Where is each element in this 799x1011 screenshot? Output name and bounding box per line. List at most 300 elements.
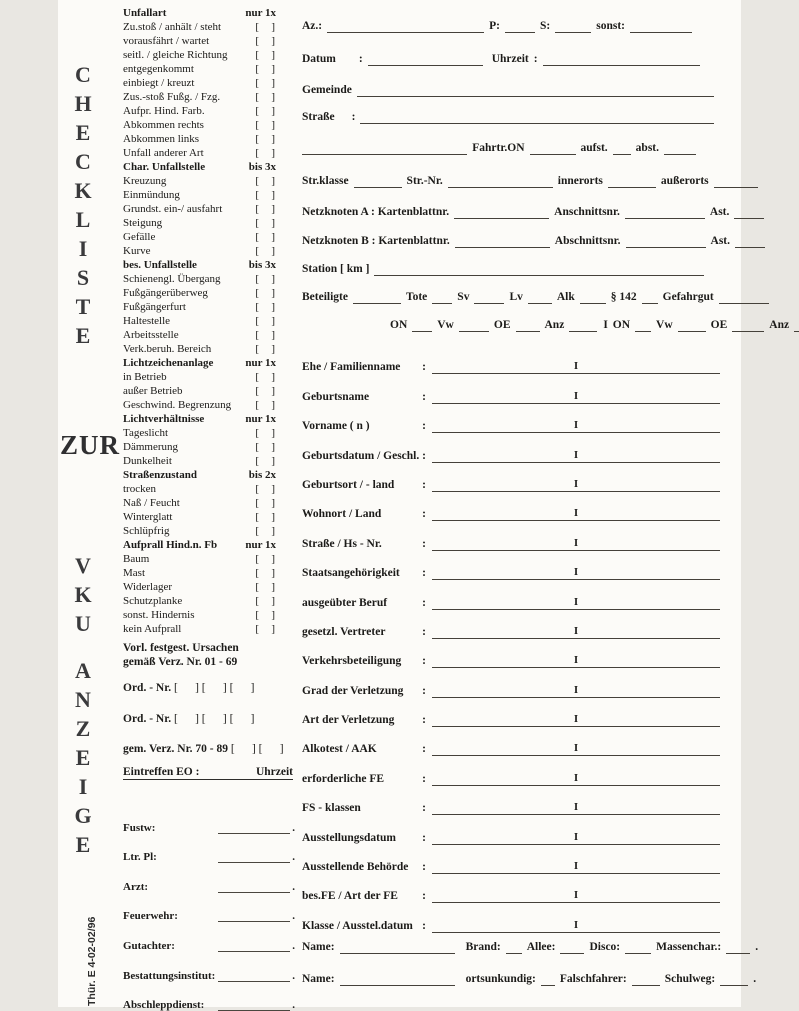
- checklist-item: [123, 174, 276, 188]
- vku-accident-checklist-form: [58, 0, 790, 1011]
- colon: :: [422, 684, 426, 697]
- checklist-section: [123, 356, 276, 412]
- line-end-dot: .: [292, 969, 295, 982]
- massenchar-label: Massenchar.:: [656, 941, 722, 953]
- column-separator: I: [573, 918, 579, 931]
- person-field-input-line[interactable]: [432, 654, 720, 668]
- checkbox[interactable]: [ ]: [255, 77, 276, 89]
- on-vw-oe-anz-row: [390, 319, 790, 332]
- person-field-label: Geburtsname: [302, 390, 370, 403]
- ausserorts-input-line[interactable]: [714, 175, 758, 188]
- checklist-item: [123, 608, 276, 622]
- str-nr-input-line[interactable]: [448, 175, 553, 188]
- colon: :: [422, 508, 426, 521]
- person-field-label: Grad der Verletzung: [302, 684, 404, 697]
- checklist-item: [123, 454, 276, 468]
- checkbox[interactable]: [ ]: [255, 147, 276, 159]
- checklist-item: [123, 272, 276, 286]
- checkbox[interactable]: [ ]: [255, 21, 276, 33]
- alk-input-line[interactable]: [580, 291, 606, 304]
- abschnittsnr-label: Abschnittsnr.: [554, 235, 621, 247]
- section-title: Aufprall Hind.n. Fb: [123, 539, 218, 551]
- person-field-input-line[interactable]: [432, 507, 720, 521]
- colon: :: [422, 919, 426, 932]
- checkbox[interactable]: [ ]: [255, 609, 276, 621]
- person-field-row: [302, 610, 720, 639]
- column-separator: I: [573, 860, 579, 873]
- s-input-line[interactable]: [555, 20, 591, 33]
- colon: :: [422, 420, 426, 433]
- title-letter: C: [75, 149, 91, 174]
- vertical-title-zur: ZUR: [60, 430, 121, 460]
- colon: :: [422, 655, 426, 668]
- checklist-item-label: Fußgängerüberweg: [123, 287, 208, 299]
- service-input-line[interactable]: [218, 821, 290, 834]
- colon: :: [422, 831, 426, 844]
- station-row: [302, 263, 704, 276]
- person-field-row: [302, 815, 720, 844]
- service-row: [123, 834, 295, 864]
- service-label: Feuerwehr:: [123, 910, 178, 923]
- checklist-item-label: Schienengl. Übergang: [123, 273, 221, 285]
- checkbox[interactable]: [ ]: [255, 483, 276, 495]
- alk-label: Alk: [556, 291, 575, 303]
- checklist-section: [123, 468, 276, 538]
- checkbox[interactable]: [ ]: [255, 203, 276, 215]
- checkbox[interactable]: [ ]: [255, 287, 276, 299]
- title-letter: H: [74, 91, 92, 116]
- form-code-stamp: Thür. E 4-02-02/96: [86, 916, 98, 1006]
- checklist-item: [123, 62, 276, 76]
- schulweg-input-line[interactable]: [720, 973, 748, 986]
- kartenblattnr-b-input-line[interactable]: [455, 235, 550, 248]
- beteiligte-input-line[interactable]: [353, 291, 401, 304]
- ast-label: Ast.: [709, 206, 730, 218]
- checklist-item-label: Zu.stoß / anhält / steht: [123, 21, 222, 33]
- datum-input-line[interactable]: [368, 53, 483, 66]
- person-field-label: ausgeübter Beruf: [302, 596, 388, 609]
- checkbox[interactable]: [ ]: [255, 49, 276, 61]
- person-field-input-line[interactable]: [432, 360, 720, 374]
- ausserorts-label: außerorts: [660, 175, 709, 187]
- person-field-input-line[interactable]: [432, 889, 720, 903]
- gemeinde-input-line[interactable]: [357, 84, 714, 97]
- s-label: S:: [540, 20, 551, 32]
- person-field-input-line[interactable]: [432, 625, 720, 639]
- checklist-item: [123, 594, 276, 608]
- colon: :: [422, 890, 426, 903]
- column-separator: I: [573, 801, 579, 814]
- person-field-input-line[interactable]: [432, 831, 720, 845]
- lv-input-line[interactable]: [528, 291, 552, 304]
- checklist-item: [123, 328, 276, 342]
- checkbox[interactable]: [ ]: [255, 455, 276, 467]
- checklist-item: [123, 580, 276, 594]
- service-input-line[interactable]: [218, 850, 290, 863]
- fahrtr-on-input-line[interactable]: [530, 142, 576, 155]
- checklist-section: [123, 6, 276, 160]
- person-field-input-line[interactable]: [432, 772, 720, 786]
- person-field-label: Vorname ( n ): [302, 420, 370, 433]
- falschfahrer-input-line[interactable]: [632, 973, 660, 986]
- colon: :: [422, 772, 426, 785]
- colon: :: [422, 596, 426, 609]
- name-input-line-1[interactable]: [340, 941, 455, 954]
- allee-input-line[interactable]: [560, 941, 584, 954]
- name-label: Name:: [302, 941, 335, 953]
- checkbox[interactable]: [ ]: [255, 371, 276, 383]
- sv-input-line[interactable]: [474, 291, 504, 304]
- column-separator: I: [573, 742, 579, 755]
- checklist-item-label: Aufpr. Hind. Farb.: [123, 105, 205, 117]
- checklist-item-label: Kurve: [123, 245, 151, 257]
- person-field-input-line[interactable]: [432, 919, 720, 933]
- abst-input-line[interactable]: [664, 142, 696, 155]
- vw-input-line-1[interactable]: [459, 319, 489, 332]
- person-field-input-line[interactable]: [432, 596, 720, 610]
- person-field-input-line[interactable]: [432, 860, 720, 874]
- tote-input-line[interactable]: [432, 291, 452, 304]
- checkbox[interactable]: [ ]: [255, 35, 276, 47]
- checklist-section-header: [123, 6, 276, 20]
- person-field-input-line[interactable]: [432, 713, 720, 727]
- checkbox[interactable]: [ ]: [255, 497, 276, 509]
- station-label: Station [ km ]: [302, 263, 370, 275]
- anz-input-line-2[interactable]: [794, 319, 799, 332]
- title-letter: E: [75, 745, 91, 770]
- tote-label: Tote: [405, 291, 428, 303]
- person-field-input-line[interactable]: [432, 742, 720, 756]
- checklist-item: [123, 230, 276, 244]
- checklist-item-label: Mast: [123, 567, 145, 579]
- disco-input-line[interactable]: [625, 941, 651, 954]
- title-letter: A: [75, 658, 91, 683]
- checklist-item-label: Abkommen links: [123, 133, 200, 145]
- anz-input-line-1[interactable]: [569, 319, 597, 332]
- checkbox[interactable]: [ ]: [255, 427, 276, 439]
- abst-label: abst.: [635, 142, 659, 154]
- column-separator: I: [573, 624, 579, 637]
- person-field-row: [302, 756, 720, 785]
- checklist-item: [123, 118, 276, 132]
- section-limit: bis 3x: [248, 259, 276, 271]
- service-label: Arzt:: [123, 880, 149, 893]
- checklist-item-label: Steigung: [123, 217, 163, 229]
- brand-label: Brand:: [465, 941, 501, 953]
- checkbox[interactable]: [ ]: [255, 63, 276, 75]
- preliminary-causes-block: [123, 641, 308, 755]
- massenchar-input-line[interactable]: [726, 941, 750, 954]
- checklist-section-header: [123, 160, 276, 174]
- checkbox[interactable]: [ ]: [255, 133, 276, 145]
- service-input-line[interactable]: [218, 880, 290, 893]
- checklist-item: [123, 566, 276, 580]
- lv-label: Lv: [509, 291, 523, 303]
- title-letter: T: [75, 294, 91, 319]
- service-input-line[interactable]: [218, 998, 290, 1011]
- service-row: [123, 922, 295, 952]
- checklist-item: [123, 300, 276, 314]
- person-field-label: Staatsangehörigkeit: [302, 567, 400, 580]
- person-field-input-line[interactable]: [432, 801, 720, 815]
- person-field-row: [302, 786, 720, 815]
- section-title: bes. Unfallstelle: [123, 259, 197, 271]
- name-input-line-2[interactable]: [340, 973, 455, 986]
- checklist-item: [123, 314, 276, 328]
- person-field-row: [302, 727, 720, 756]
- checkbox[interactable]: [ ]: [255, 329, 276, 341]
- column-separator: I: [573, 889, 579, 902]
- title-letter: E: [75, 832, 91, 857]
- person-field-input-line[interactable]: [432, 449, 720, 463]
- oe-input-line-1[interactable]: [516, 319, 540, 332]
- vw-label: Vw: [437, 319, 454, 331]
- checkbox[interactable]: [ ]: [255, 245, 276, 257]
- title-letter: I: [78, 236, 88, 261]
- anschnittsnr-input-line[interactable]: [625, 206, 705, 219]
- person-field-label: Alkotest / AAK: [302, 743, 377, 756]
- service-input-line[interactable]: [218, 909, 290, 922]
- checklist-item: [123, 76, 276, 90]
- oe-input-line-2[interactable]: [732, 319, 764, 332]
- checklist-item-label: Widerlager: [123, 581, 173, 593]
- accident-checklist: [123, 6, 276, 636]
- checkbox[interactable]: [ ]: [255, 441, 276, 453]
- section-limit: bis 3x: [248, 161, 276, 173]
- checklist-item-label: Geschwind. Begrenzung: [123, 399, 232, 411]
- title-letter: N: [75, 687, 91, 712]
- oe-label: OE: [493, 319, 511, 331]
- netzknoten-a-label: Netzknoten A : Kartenblattnr.: [302, 206, 450, 218]
- brand-input-line[interactable]: [506, 941, 522, 954]
- checklist-item-label: Grundst. ein-/ ausfahrt: [123, 203, 223, 215]
- checklist-item-label: Naß / Feucht: [123, 497, 180, 509]
- checkbox[interactable]: [ ]: [255, 301, 276, 313]
- checklist-item: [123, 524, 276, 538]
- str-nr-label: Str.-Nr.: [406, 175, 443, 187]
- p142-input-line[interactable]: [642, 291, 658, 304]
- uhrzeit-label: Uhrzeit: [491, 53, 529, 65]
- checklist-section-header: [123, 258, 276, 272]
- datum-uhrzeit-row: [302, 53, 700, 66]
- checkbox[interactable]: [ ]: [255, 231, 276, 243]
- strasse-row: [302, 111, 714, 124]
- checklist-item-label: in Betrieb: [123, 371, 167, 383]
- checklist-item: [123, 244, 276, 258]
- checklist-item-label: sonst. Hindernis: [123, 609, 195, 621]
- checkbox[interactable]: [ ]: [255, 525, 276, 537]
- column-separator: I: [573, 536, 579, 549]
- ast-b-input-line[interactable]: [735, 235, 765, 248]
- checklist-item-label: Abkommen rechts: [123, 119, 204, 131]
- section-limit: nur 1x: [245, 413, 276, 425]
- on-input-line-1[interactable]: [412, 319, 432, 332]
- service-label: Ltr. Pl:: [123, 851, 157, 864]
- line-end-dot: .: [755, 941, 759, 953]
- ortsunkundig-input-line[interactable]: [541, 973, 555, 986]
- kartenblattnr-a-input-line[interactable]: [454, 206, 549, 219]
- checklist-item-label: Fußgängerfurt: [123, 301, 186, 313]
- person-field-label: Verkehrsbeteiligung: [302, 655, 402, 668]
- az-row: [302, 20, 692, 33]
- strasse-input-line[interactable]: [360, 111, 714, 124]
- str-klasse-input-line[interactable]: [354, 175, 402, 188]
- colon: :: [422, 743, 426, 756]
- ord-nr-boxes[interactable]: [ ] [ ] [ ]: [174, 682, 255, 694]
- person-field-input-line[interactable]: [432, 537, 720, 551]
- ord-nr-label: Ord. - Nr.: [123, 713, 172, 725]
- ortsunkundig-label: ortsunkundig:: [465, 973, 536, 985]
- column-separator: I: [573, 566, 579, 579]
- checklist-item-label: Winterglatt: [123, 511, 173, 523]
- checklist-section: [123, 160, 276, 258]
- checkbox[interactable]: [ ]: [255, 581, 276, 593]
- checkbox[interactable]: [ ]: [255, 399, 276, 411]
- checklist-item: [123, 440, 276, 454]
- checkbox[interactable]: [ ]: [255, 595, 276, 607]
- service-label: Fustw:: [123, 821, 156, 834]
- ast-a-input-line[interactable]: [734, 206, 764, 219]
- person-field-input-line[interactable]: [432, 419, 720, 433]
- person-field-label: Wohnort / Land: [302, 508, 382, 521]
- gem-verz-boxes[interactable]: [ ] [ ]: [230, 743, 284, 755]
- gefahrgut-input-line[interactable]: [719, 291, 769, 304]
- ord-nr-boxes[interactable]: [ ] [ ] [ ]: [174, 713, 255, 725]
- aufst-input-line[interactable]: [613, 142, 631, 155]
- section-title: Straßenzustand: [123, 469, 197, 481]
- checklist-section-header: [123, 356, 276, 370]
- vw-label: Vw: [656, 319, 673, 331]
- checklist-item-label: Tageslicht: [123, 427, 169, 439]
- checklist-item-label: vorausfährt / wartet: [123, 35, 210, 47]
- arrival-label: Eintreffen EO :: [123, 766, 200, 778]
- checklist-item: [123, 146, 276, 160]
- service-input-line[interactable]: [218, 969, 290, 982]
- line-end-dot: .: [292, 999, 295, 1011]
- colon: :: [351, 111, 356, 123]
- arrival-uhrzeit-label: Uhrzeit: [255, 766, 293, 778]
- section-limit: nur 1x: [245, 539, 276, 551]
- checklist-item: [123, 482, 276, 496]
- person-field-label: Ehe / Familienname: [302, 361, 401, 374]
- person-field-input-line[interactable]: [432, 566, 720, 580]
- sonst-input-line[interactable]: [630, 20, 692, 33]
- title-letter: K: [74, 582, 92, 607]
- netzknoten-b-label: Netzknoten B : Kartenblattnr.: [302, 235, 450, 247]
- innerorts-input-line[interactable]: [608, 175, 656, 188]
- title-letter: K: [74, 178, 92, 203]
- on-input-line-2[interactable]: [635, 319, 651, 332]
- checkbox[interactable]: [ ]: [255, 315, 276, 327]
- on-label: ON: [390, 319, 408, 331]
- sonst-label: sonst:: [596, 20, 625, 32]
- checkbox[interactable]: [ ]: [255, 273, 276, 285]
- person-field-label: Geburtsort / - land: [302, 478, 395, 491]
- column-separator: I: [573, 771, 579, 784]
- checklist-item: [123, 216, 276, 230]
- p-input-line[interactable]: [505, 20, 535, 33]
- service-row: [123, 952, 295, 982]
- disco-label: Disco:: [589, 941, 621, 953]
- person-field-input-line[interactable]: [432, 390, 720, 404]
- gemeinde-row: [302, 84, 714, 97]
- service-row: [123, 893, 295, 923]
- colon: :: [422, 537, 426, 550]
- column-separator: I: [573, 389, 579, 402]
- person-field-input-line[interactable]: [432, 684, 720, 698]
- checkbox[interactable]: [ ]: [255, 175, 276, 187]
- person-field-row: [302, 374, 720, 403]
- title-letter: G: [74, 803, 92, 828]
- checkbox[interactable]: [ ]: [255, 623, 276, 635]
- person-field-row: [302, 668, 720, 697]
- fahrtrichtung-row: [302, 142, 696, 155]
- person-field-row: [302, 345, 720, 374]
- checklist-section: [123, 538, 276, 636]
- person-data-rows: [302, 345, 720, 933]
- services-block: [123, 804, 295, 1011]
- gem-verz-row: [123, 743, 284, 755]
- service-input-line[interactable]: [218, 939, 290, 952]
- checklist-section: [123, 412, 276, 468]
- checklist-item-label: Einmündung: [123, 189, 180, 201]
- checklist-section-header: [123, 468, 276, 482]
- strasse-continuation-line[interactable]: [302, 142, 467, 155]
- checkbox[interactable]: [ ]: [255, 385, 276, 397]
- checklist-item-label: Kreuzung: [123, 175, 167, 187]
- person-field-label: erforderliche FE: [302, 772, 385, 785]
- arrival-eo-row[interactable]: [123, 766, 293, 780]
- checklist-item: [123, 104, 276, 118]
- ast-label: Ast.: [710, 235, 731, 247]
- person-field-row: [302, 492, 720, 521]
- service-label: Abschleppdienst:: [123, 999, 205, 1011]
- column-separator: I: [573, 595, 579, 608]
- station-input-line[interactable]: [374, 263, 704, 276]
- checkbox[interactable]: [ ]: [255, 567, 276, 579]
- person-field-input-line[interactable]: [432, 478, 720, 492]
- checkbox[interactable]: [ ]: [255, 553, 276, 565]
- checkbox[interactable]: [ ]: [255, 189, 276, 201]
- abschnittsnr-input-line[interactable]: [626, 235, 706, 248]
- checklist-item: [123, 384, 276, 398]
- person-field-label: Ausstellungsdatum: [302, 831, 396, 844]
- checklist-item: [123, 552, 276, 566]
- checkbox[interactable]: [ ]: [255, 343, 276, 355]
- checklist-item: [123, 132, 276, 146]
- checklist-item-label: Haltestelle: [123, 315, 171, 327]
- checkbox[interactable]: [ ]: [255, 119, 276, 131]
- checklist-item: [123, 496, 276, 510]
- checkbox[interactable]: [ ]: [255, 105, 276, 117]
- checklist-item: [123, 426, 276, 440]
- vw-input-line-2[interactable]: [678, 319, 706, 332]
- checklist-item-label: Dunkelheit: [123, 455, 172, 467]
- person-field-row: [302, 874, 720, 903]
- title-letter: V: [75, 553, 91, 578]
- checkbox[interactable]: [ ]: [255, 91, 276, 103]
- column-separator: I: [573, 830, 579, 843]
- checklist-item: [123, 398, 276, 412]
- checkbox[interactable]: [ ]: [255, 217, 276, 229]
- az-input-line[interactable]: [327, 20, 484, 33]
- person-field-label: Ausstellende Behörde: [302, 861, 409, 874]
- checklist-item-label: Baum: [123, 553, 150, 565]
- title-letter: I: [78, 774, 88, 799]
- checkbox[interactable]: [ ]: [255, 511, 276, 523]
- uhrzeit-input-line[interactable]: [543, 53, 700, 66]
- title-letter: E: [75, 323, 91, 348]
